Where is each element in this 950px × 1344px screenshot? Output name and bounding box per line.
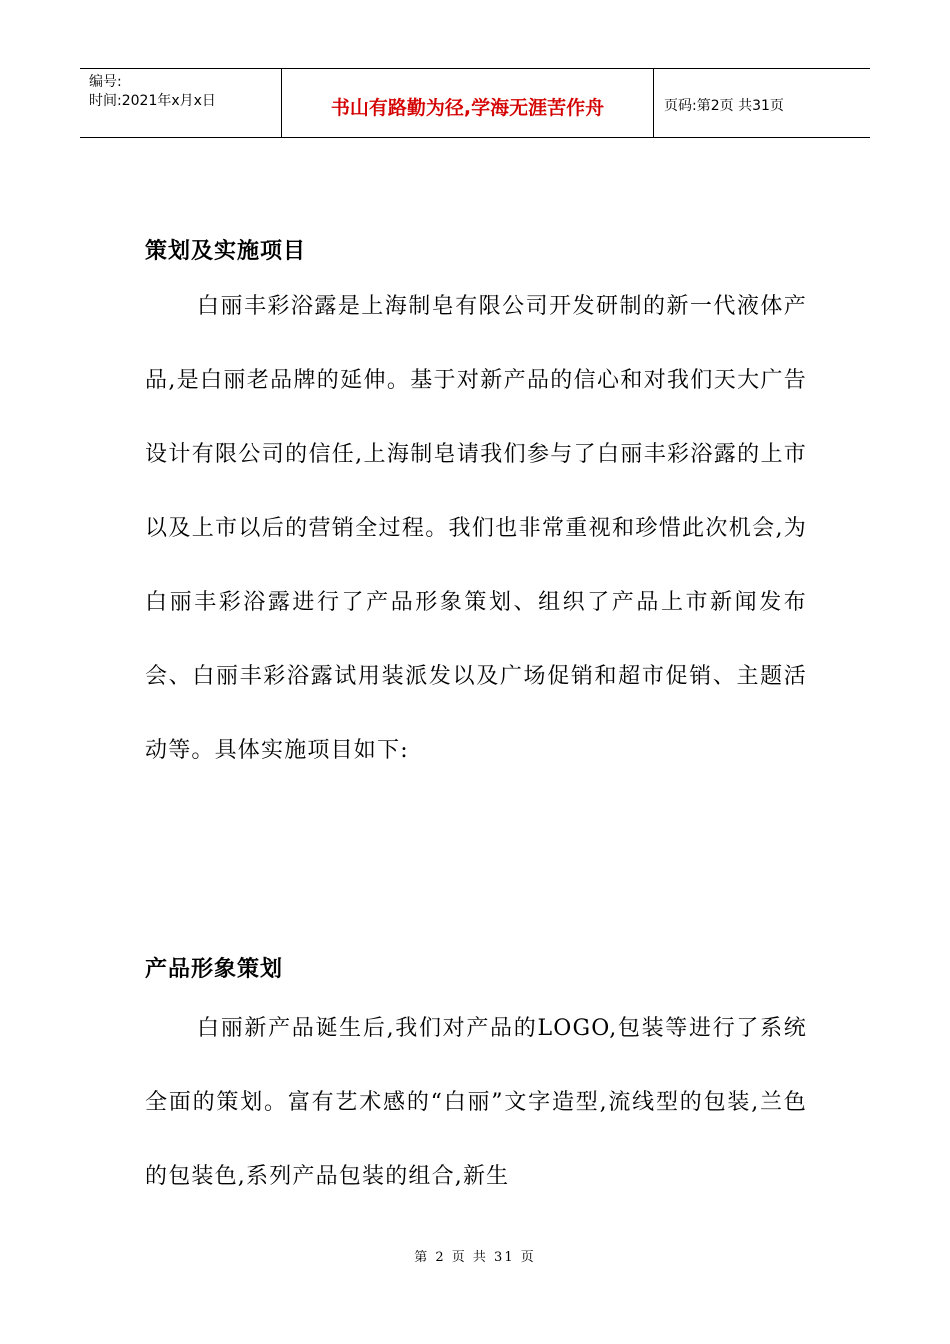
page-footer: 第 2 页 共 31 页 [414, 1250, 536, 1265]
section-paragraph: 白丽新产品诞生后,我们对产品的LOGO,包装等进行了系统全面的策划。富有艺术感的“白丽”文字造型,流线型的包装,兰色的包装色,系列产品包装的组合,新生 [145, 1016, 807, 1189]
section-heading: 产品形象策划 [145, 957, 284, 982]
header-meta [80, 69, 282, 137]
section-paragraph: 白丽丰彩浴露是上海制皂有限公司开发研制的新一代液体产品,是白丽老品牌的延伸。基于对新产品的信心和对我们天大广告设计有限公司的信任,上海制皂请我们参与了白丽丰彩浴露的上市以及上市以后的营销全过程。我们也非常重视和珍惜此次机会,为白丽丰彩浴露进行了产品形象策划、组织了产品上市新闻发布会、白丽丰彩浴露试用装派发以及广场促销和超市促销、主题活动等。具体实施项目如下: [145, 294, 807, 763]
document-number-label: 编号: [89, 74, 122, 90]
document-time-label: 时间:2021年x月x日 [89, 93, 216, 109]
header-page-info: 页码:第2页 共31页 [664, 98, 784, 114]
section-heading: 策划及实施项目 [145, 239, 307, 264]
page-header [80, 68, 870, 138]
header-motto: 书山有路勤为径,学海无涯苦作舟 [282, 69, 654, 137]
